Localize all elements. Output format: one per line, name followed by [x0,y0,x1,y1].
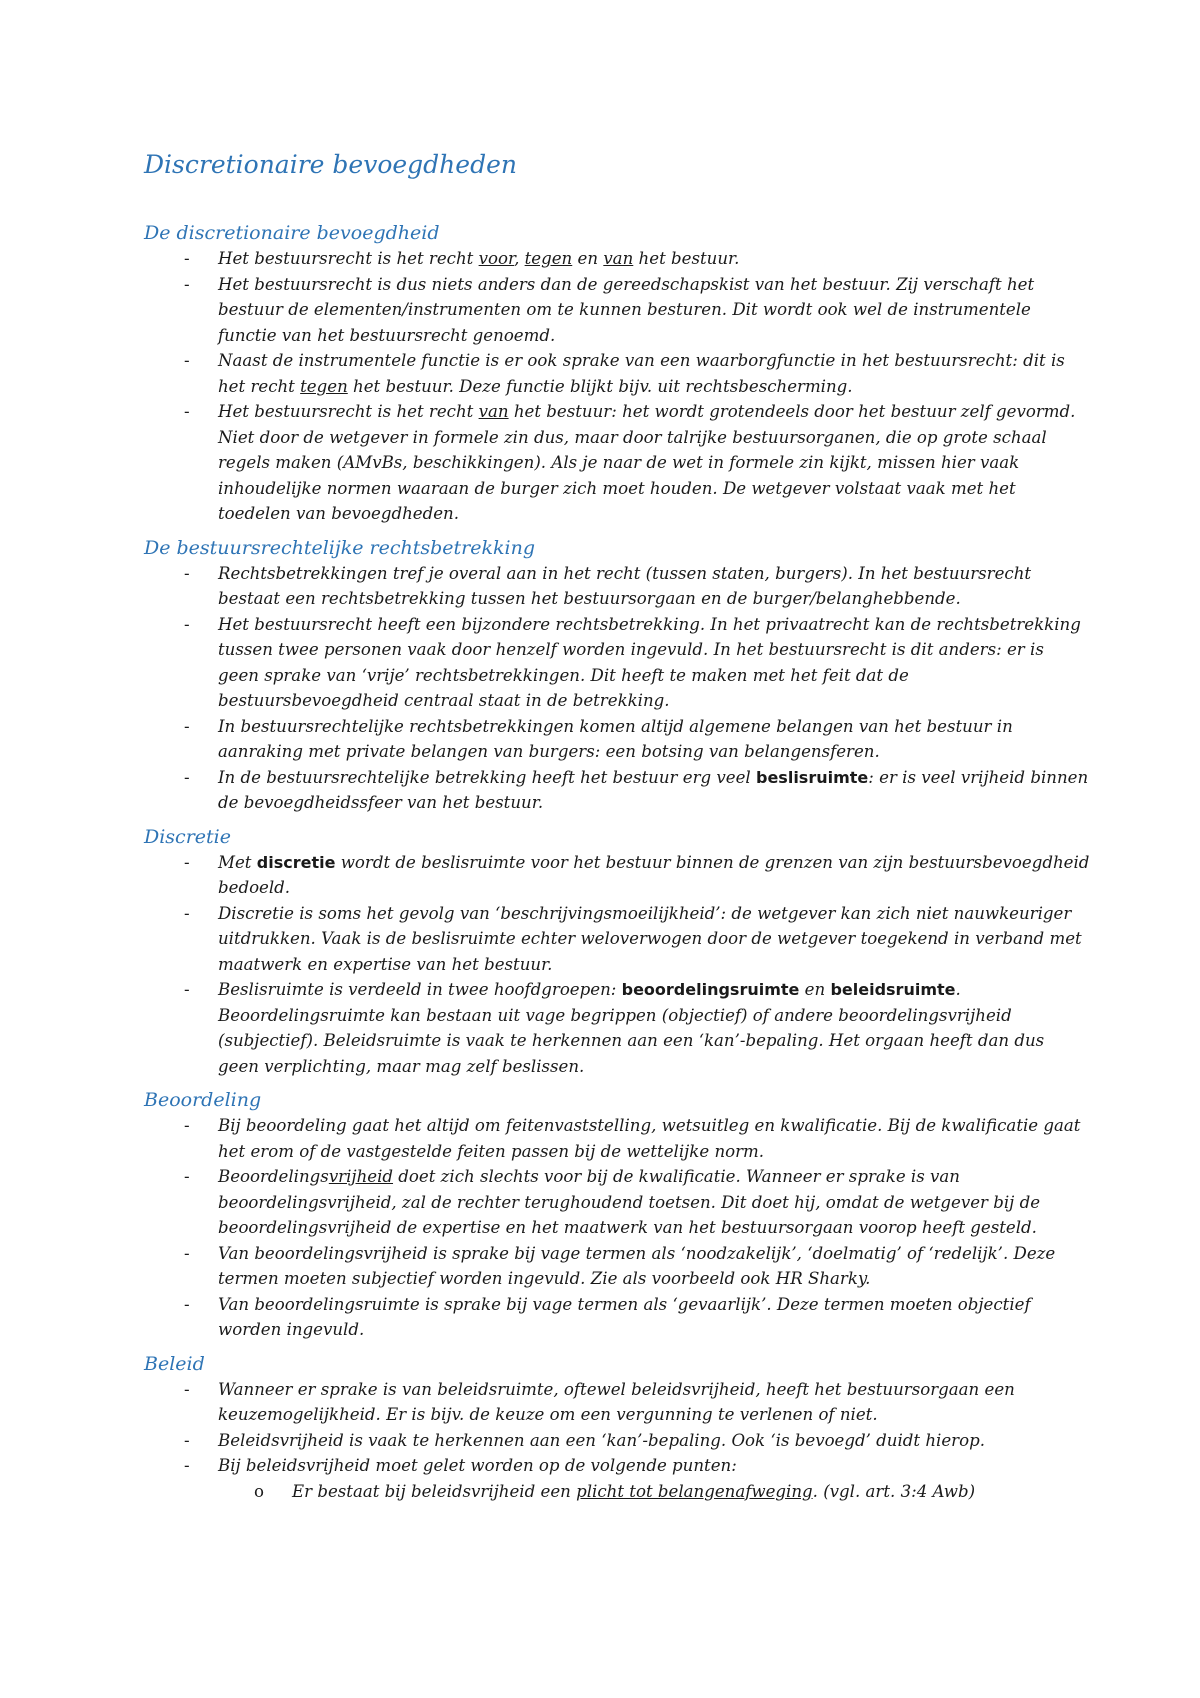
dash-bullet-icon: - [184,1430,190,1450]
underlined-term: van [603,249,634,268]
dash-bullet-icon: - [184,249,190,268]
section [144,1087,1090,1343]
dash-bullet-icon: - [184,614,190,634]
section [144,220,1090,527]
dash-bullet-icon: - [184,980,190,999]
bullet-item: - Rechtsbetrekkingen tref je overal aan in het recht (tussen staten, burgers). In het bestuursrecht bestaat een rechtsbetrekking tussen het bestuursorgaan en de burger/belanghebbende. [144,561,1090,612]
bullet-item: - Van beoordelingsvrijheid is sprake bij vage termen als ‘noodzakelijk’, ‘doelmatig’ of ‘redelijk’. Deze termen moeten subjectief worden ingevuld. Zie als voorbeeld ook HR Sharky. [144,1241,1090,1292]
bullet-item: - Discretie is soms het gevolg van ‘beschrijvingsmoeilijkheid’: de wetgever kan zich niet nauwkeuriger uitdrukken. Vaak is de beslisruimte echter weloverwogen door de wetgever toegekend in verband met maatwerk en expertise van het bestuur. [144,901,1090,978]
bold-term: beoordelingsruimte [621,980,800,999]
dash-bullet-icon: - [184,1243,190,1263]
dash-bullet-icon: - [184,563,190,583]
section-heading: Discretie [144,825,231,848]
bullet-item: - Van beoordelingsruimte is sprake bij vage termen als ‘gevaarlijk’. Deze termen moeten objectief worden ingevuld. [144,1292,1090,1343]
bullet-item: - Bij beoordeling gaat het altijd om feitenvaststelling, wetsuitleg en kwalificatie. Bij de kwalificatie gaat het erom of de vastgestelde feiten passen bij de wettelijke norm. [144,1113,1090,1164]
bullet-list [144,1113,1090,1343]
bullet-item: - Het bestuursrecht heeft een bijzondere rechtsbetrekking. In het privaatrecht kan de rechtsbetrekking tussen twee personen vaak door henzelf worden ingevuld. In het bestuursrecht is dit anders: er is geen sprake van ‘vrije’ rechtsbetrekkingen. Dit heeft te maken met het feit dat de bestuursbevoegdheid centraal staat in de betrekking. [144,612,1090,714]
section [144,535,1090,816]
bullet-item: - In bestuursrechtelijke rechtsbetrekkingen komen altijd algemene belangen van het bestuur in aanraking met private belangen van burgers: een botsing van belangensferen. [144,714,1090,765]
underlined-term: van [478,402,509,421]
section-heading: De discretionaire bevoegdheid [144,222,440,244]
section-heading: Beleid [144,1352,205,1375]
dash-bullet-icon: - [184,903,190,923]
section [144,1351,1090,1505]
bullet-item: - Beoordelingsvrijheid doet zich slechts voor bij de kwalificatie. Wanneer er sprake is van beoordelingsvrijheid, zal de rechter terughoudend toetsen. Dit doet hij, omdat de wetgever bij de beoordelingsvrijheid de expertise en het maatwerk van het bestuursorgaan voorop heeft gesteld. [144,1164,1090,1241]
bullet-list [144,561,1090,816]
dash-bullet-icon: - [184,1456,190,1475]
underlined-term: voor [478,249,515,268]
bullet-item: - Beslisruimte is verdeeld in twee hoofdgroepen: beoordelingsruimte en beleidsruimte. Beoordelingsruimte kan bestaan uit vage begrippen (objectief) of andere beoordelingsvrijheid (subjectief). Beleidsruimte is vaak te herkennen aan een ‘kan’-bepaling. Het orgaan heeft dan dus geen verplichting, maar mag zelf beslissen. [144,977,1090,1079]
bullet-item: - Wanneer er sprake is van beleidsruimte, oftewel beleidsvrijheid, heeft het bestuursorgaan een keuzemogelijkheid. Er is bijv. de keuze om een vergunning te verlenen of niet. [144,1377,1090,1428]
document-body [144,220,1090,1504]
dash-bullet-icon: - [184,351,190,370]
bullet-item: - Met discretie wordt de beslisruimte voor het bestuur binnen de grenzen van zijn bestuursbevoegdheid bedoeld. [144,850,1090,901]
section-heading: De bestuursrechtelijke rechtsbetrekking [144,536,536,559]
bold-term: beslisruimte [756,767,869,787]
dash-bullet-icon: - [184,1116,190,1135]
circle-bullet-icon: o [254,1481,264,1501]
dash-bullet-icon: - [184,716,190,736]
underlined-term: vrijheid [328,1167,394,1186]
bold-term: beleidsruimte [830,980,956,999]
bold-term: discretie [256,852,336,872]
underlined-term: tegen [524,249,573,268]
underlined-term: plicht tot belangenafweging [576,1481,813,1501]
document-title: Discretionaire bevoegdheden [144,150,517,179]
dash-bullet-icon: - [184,402,190,421]
bullet-item: - Bij beleidsvrijheid moet gelet worden op de volgende punten: [144,1453,1090,1479]
bullet-item: - Het bestuursrecht is het recht voor, tegen en van het bestuur. [144,246,1090,272]
dash-bullet-icon: - [184,1379,190,1399]
section [144,824,1090,1080]
sub-bullet-list [144,1479,1090,1505]
bullet-list [144,1377,1090,1505]
sub-list-container [144,1479,1090,1505]
dash-bullet-icon: - [184,767,190,787]
bullet-item: - Naast de instrumentele functie is er ook sprake van een waarborgfunctie in het bestuursrecht: dit is het recht tegen het bestuur. Deze functie blijkt bijv. uit rechtsbescherming. [144,348,1090,399]
bullet-list [144,246,1090,527]
dash-bullet-icon: - [184,1294,190,1314]
dash-bullet-icon: - [184,852,190,872]
sub-bullet-item: o Er bestaat bij beleidsvrijheid een plicht tot belangenafweging. (vgl. art. 3:4 Awb) [144,1479,1090,1505]
bullet-item: - Beleidsvrijheid is vaak te herkennen aan een ‘kan’-bepaling. Ook ‘is bevoegd’ duidt hierop. [144,1428,1090,1454]
section-heading: Beoordeling [144,1089,262,1111]
bullet-item: - In de bestuursrechtelijke betrekking heeft het bestuur erg veel beslisruimte: er is veel vrijheid binnen de bevoegdheidssfeer van het bestuur. [144,765,1090,816]
underlined-term: tegen [300,376,348,396]
bullet-item: - Het bestuursrecht is het recht van het bestuur: het wordt grotendeels door het bestuur zelf gevormd. Niet door de wetgever in formele zin dus, maar door talrijke bestuursorganen, die op grote schaal regels maken (AMvBs, beschikkingen). Als je naar de wet in formele zin kijkt, missen hier vaak inhoudelijke normen waaraan de burger zich moet houden. De wetgever volstaat vaak met het toedelen van bevoegdheden. [144,399,1090,527]
dash-bullet-icon: - [184,1167,190,1186]
bullet-list [144,850,1090,1080]
dash-bullet-icon: - [184,274,190,294]
bullet-item: - Het bestuursrecht is dus niets anders dan de gereedschapskist van het bestuur. Zij verschaft het bestuur de elementen/instrumenten om te kunnen besturen. Dit wordt ook wel de instrumentele functie van het bestuursrecht genoemd. [144,272,1090,349]
